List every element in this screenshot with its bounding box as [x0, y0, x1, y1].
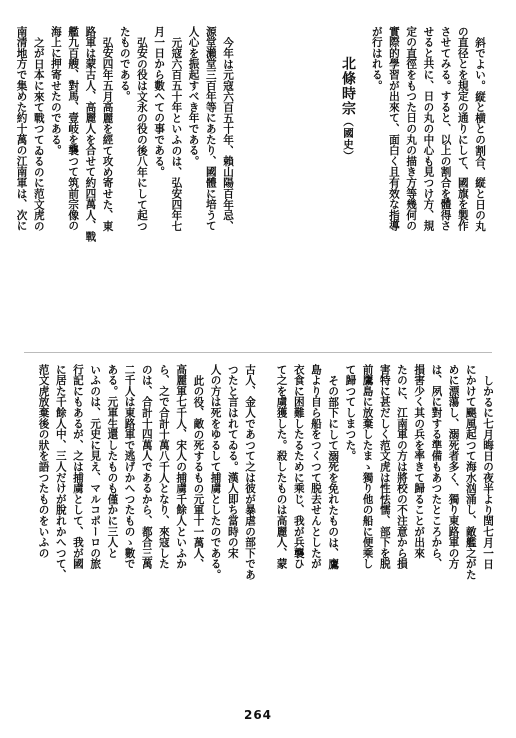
text-line: 前鷹島に放棄したまゝ獨り他の船に便乘し [361, 364, 374, 570]
text-line: 斜でよい。縦と横との割合、縦と日の丸 [474, 36, 486, 231]
text-line: 定の直徑をもつた日の丸の描き方等幾何の [405, 26, 418, 232]
text-line: させてみる。すると、以上の割合を體得さ [439, 26, 452, 232]
text-line: 南清地方で集めた約十萬の江南軍は、次に [15, 26, 28, 232]
top-right-paragraph [364, 26, 488, 348]
text-line: 月一日から數へての事である。 [153, 26, 166, 178]
text-line: ある。元軍生還したものも僅かに三人と [106, 364, 119, 559]
text-line: 源堂瀨堂三百年等にあたり、國體に培うて [204, 26, 217, 232]
text-line: は、夙に對する準備もあつたところから、 [430, 364, 443, 570]
text-line: に居た千餘人中、三人だけが脫れかへつて、 [54, 364, 67, 580]
section-title: 北條時宗 [340, 56, 356, 116]
text-line: が行はれる。 [370, 26, 383, 91]
text-line: 路軍は蒙古人、高麗人を合せて約四萬人、戰 [84, 26, 97, 242]
text-line: 元寇六百五十年といふのは、弘安四年七 [170, 36, 183, 231]
text-line: 害特に甚だしく范文虎は性怯懦、部下を脱 [378, 364, 391, 570]
text-line: 范文虎放棄後の狀を語つたものをいふの [37, 364, 50, 559]
text-line: 二千人は東路軍で逃げかへつたものゝ數で [123, 364, 136, 570]
text-line: その部下にして溺死を免れたものは、鷹 [327, 374, 340, 569]
text-line: たのに、江南軍の方は將校の不注意から損 [395, 364, 408, 570]
text-line: たものである。 [118, 26, 131, 102]
text-line: にかけて颶風起つて海水汹涌し、敵艦之がた [464, 364, 477, 580]
text-line: せると共に、日の丸の中心も見つけ方、規 [422, 26, 435, 232]
text-line: いふのは、元史に見え、マルコポーロの旅 [89, 364, 102, 570]
column-divider [24, 352, 492, 353]
bottom-right-column [266, 364, 496, 700]
text-line: 人心を振起すべき年である。 [187, 26, 200, 167]
text-line: のは、合計十四萬人であるから、都合三萬 [140, 364, 153, 570]
text-line: つたと言はれてゐる。漢人即ち當時の宋 [226, 364, 239, 559]
text-line: 高麗軍七千人、宋人の捕虜千餘人といふか [175, 364, 188, 570]
text-line: て歸つてしまつた。 [344, 364, 357, 462]
text-line: 此の役、敵の死するもの元軍十一萬人、 [192, 374, 205, 569]
text-line: 今年は元寇六百五十年、賴山陽百年忌、 [222, 36, 234, 231]
section-tag: （國史） [342, 116, 354, 162]
text-line: 衣食に困難したるために乘じ、我が兵襲ひ [292, 364, 305, 570]
text-line: 海上に押寄せたのである。 [49, 26, 62, 156]
text-line: ら、之で合計十萬八千人となり、來寇した [157, 364, 170, 570]
text-line: 損害少く其の兵を率きて歸ることが出來 [413, 364, 426, 559]
section-heading [339, 56, 356, 348]
bottom-left-column [20, 364, 258, 700]
text-line: 人の方は死をゆるして捕虜としたのである。 [209, 364, 222, 580]
text-line: 之が日本に來て戰つてゐるのに范文虎の [32, 36, 45, 231]
text-line: 艦九百艘、對馬、壹岐を襲つて筑前宗像の [67, 26, 80, 232]
text-line: 行記にもあるが、之は捕虜として、我が國 [71, 364, 84, 570]
text-line: しかるに七月晦日の夜半より閏七月一日 [482, 374, 494, 569]
text-line: 古人、金人であつて之は彼が暴虐の部下であ [244, 364, 256, 580]
section-body [15, 26, 236, 348]
text-line: めに漂蕩し、溺死者多く、獨り東路軍の方 [447, 364, 460, 570]
text-line: 弘安の役は文永の役の後八年にして起つ [135, 36, 148, 231]
text-line: の直径とを規定の通りにして、國旗を製作 [456, 26, 469, 232]
text-line: 實際的學習が出來て、面白く且有效な指導 [387, 26, 400, 232]
page-number: 264 [243, 708, 273, 722]
text-line: て之を虜獲した。殺したものは高麗人、蒙 [275, 364, 288, 570]
section-block [242, 26, 356, 348]
text-line: 弘安四年五月高麗を經て攻め寄せた、東 [101, 36, 114, 231]
text-line: 島より自ら船をつくつて脱去せんとしたが [309, 364, 322, 570]
